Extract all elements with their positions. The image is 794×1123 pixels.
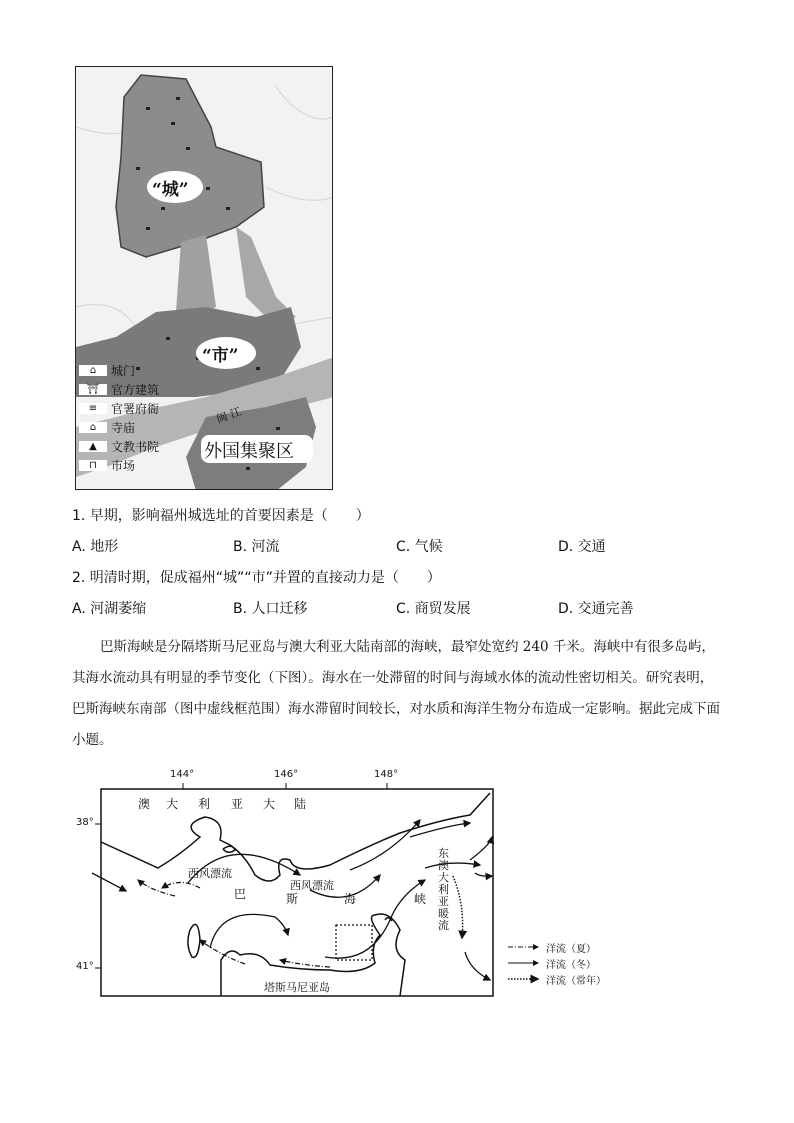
legend-item: ▲ 文教书院 — [79, 437, 159, 456]
legend-item: ⌂ 寺庙 — [79, 418, 159, 437]
temple-icon: ⌂ — [79, 422, 107, 433]
legend-summer: 洋流（夏） — [546, 944, 596, 955]
east-australian-current-label: 东澳大利亚暖流 — [438, 847, 449, 932]
bass-strait-map: 144° 146° 148° 38° 41° 澳 大 利 亚 大 陆 巴 斯 海 峡 西风漂流 西风漂流 东澳大利亚暖流 塔斯马尼亚岛 洋流（夏） 洋流（冬） 洋流（常年） — [70, 765, 610, 1000]
passage: 巴斯海峡是分隔塔斯马尼亚岛与澳大利亚大陆南部的海峡，最窄处宽约 240 千米。海峡中有很多岛屿，其海水流动具有明显的季节变化（下图）。海水在一处滞留的时间与海域水体的流动性密切相关。研究表明，巴斯海峡东南部（图中虚线框范围）海水滞留时间较长，对水质和海洋生物分布造成一定影响。据此完成下面小题。 — [72, 639, 720, 748]
westerly-drift-label-2: 西风漂流 — [290, 879, 334, 892]
legend-item: ⛩ 官方建筑 — [79, 380, 159, 399]
market-icon: ⊓ — [79, 460, 107, 471]
official-building-icon: ⛩ — [79, 384, 107, 395]
lat-tick-41: 41° — [76, 961, 94, 972]
foreign-area-label: 外国集聚区 — [204, 441, 294, 462]
legend-item: ≡ 官署府衙 — [79, 399, 159, 418]
westerly-drift-label: 西风漂流 — [188, 867, 232, 880]
government-office-icon: ≡ — [79, 403, 107, 414]
legend-item: ⌂ 城门 — [79, 361, 159, 380]
question-1-stem: 1. 早期，影响福州城选址的首要因素是（ ） — [72, 508, 370, 524]
legend-winter: 洋流（冬） — [546, 960, 596, 971]
bass-strait-graphic — [70, 765, 610, 1000]
lon-tick-146: 146° — [274, 769, 299, 780]
tasmania-label: 塔斯马尼亚岛 — [264, 981, 330, 994]
legend-year-round: 洋流（常年） — [546, 976, 606, 987]
q1-option-a: A. 地形 — [72, 539, 119, 555]
lon-tick-144: 144° — [170, 769, 195, 780]
market-label: “市” — [202, 346, 239, 366]
academy-icon: ▲ — [79, 441, 107, 452]
q2-option-a: A. 河湖萎缩 — [72, 601, 147, 617]
q1-option-d: D. 交通 — [558, 539, 606, 555]
q2-option-b: B. 人口迁移 — [233, 601, 308, 617]
q1-option-b: B. 河流 — [233, 539, 280, 555]
legend-item: ⊓ 市场 — [79, 456, 159, 475]
min-river-label: 闽 江 — [214, 405, 244, 426]
fuzhou-map — [75, 66, 333, 490]
question-2-stem: 2. 明清时期，促成福州“城”“市”并置的直接动力是（ ） — [72, 570, 441, 586]
q1-option-c: C. 气候 — [396, 539, 443, 555]
q2-option-c: C. 商贸发展 — [396, 601, 471, 617]
lon-tick-148: 148° — [374, 769, 399, 780]
q2-option-d: D. 交通完善 — [558, 601, 634, 617]
city-gate-icon: ⌂ — [79, 365, 107, 376]
lat-tick-38: 38° — [76, 817, 94, 828]
city-label: “城” — [152, 180, 189, 200]
map1-legend — [79, 361, 159, 475]
